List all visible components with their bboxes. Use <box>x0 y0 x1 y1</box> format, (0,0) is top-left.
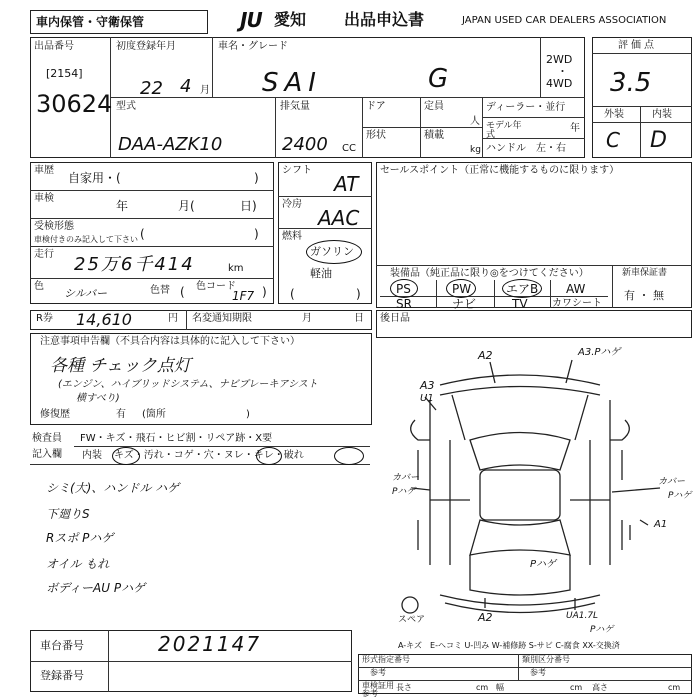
equip-pw: PW <box>452 282 472 296</box>
drive-2wd: 2WD <box>546 53 573 66</box>
model-year-unit: 年 <box>570 123 580 134</box>
inspector-row2: キズ・汚れ・コゲ・穴・ヌレ・キレ・破れ <box>114 450 304 461</box>
acceptance-close: ) <box>254 227 259 241</box>
name-change-day: 日 <box>354 313 364 324</box>
equip-tv: TV <box>512 297 528 311</box>
fuel-gasoline: ガソリン <box>310 245 354 258</box>
load-label: 積載 <box>424 130 444 141</box>
color-value: シルバー <box>64 287 107 300</box>
registration-month: 4 <box>180 76 192 97</box>
equipment-label: 装備品（純正品に限り◎をつけてください） <box>390 268 589 279</box>
diag-peel-left: Pハゲ <box>392 487 416 497</box>
exterior-grade: C <box>606 128 620 152</box>
equip-navi: ナビ <box>452 297 477 311</box>
warranty-label: 新車保証書 <box>622 268 668 278</box>
car-name-label: 車名・グレード <box>218 41 288 52</box>
diag-cover-right: カバー <box>658 477 686 487</box>
shift-label: シフト <box>282 165 312 176</box>
height-label: 高さ <box>592 683 608 692</box>
length-label: 長さ <box>396 683 412 692</box>
ac-label: 冷房 <box>282 199 302 210</box>
displacement-label: 排気量 <box>280 101 310 112</box>
shaken-year: 年 <box>116 199 129 213</box>
lot-label: 出品番号 <box>34 41 74 52</box>
equip-airbag: エアB <box>506 282 539 296</box>
diag-peel-right: Pハゲ <box>668 491 692 501</box>
shift-value: AT <box>334 172 359 196</box>
name-change-label: 名変通知期限 <box>192 313 252 324</box>
displacement-value: 2400 <box>282 134 328 155</box>
color-code: 1F7 <box>232 289 255 303</box>
car-name: SAI <box>262 68 322 98</box>
notes-line3: 横すべり) <box>76 393 120 404</box>
handle-label: ハンドル 左・右 <box>486 143 566 154</box>
fuel-diesel: 軽油 <box>310 267 332 280</box>
remark-1: シミ(大)、ハンドル ハゲ <box>46 481 180 495</box>
mileage-unit: km <box>228 263 244 274</box>
dealer-label: ディーラー・並行 <box>486 102 566 113</box>
later-item-label: 後日品 <box>380 313 410 324</box>
drive-4wd: 4WD <box>546 77 573 90</box>
remark-3: Rスポ Pハゲ <box>46 531 114 545</box>
model-label: 型式 <box>116 101 136 112</box>
equip-leather: カワシート <box>552 298 602 309</box>
width-label: 幅 <box>496 683 504 692</box>
lot-small-number: [2154] <box>46 67 83 80</box>
diag-a3-left: A3 <box>420 379 435 392</box>
warranty-value: 有 ・ 無 <box>624 289 664 302</box>
load-unit: kg <box>470 145 481 155</box>
fuel-label: 燃料 <box>282 231 302 242</box>
model-year-label: モデル年式 <box>486 121 522 140</box>
cert-ref: 参考 <box>362 689 378 698</box>
shaken-day: 日) <box>240 199 257 213</box>
storage-label: 車内保管・守衛保管 <box>36 15 145 29</box>
rating-label: 評価点 <box>618 40 657 51</box>
color-close: ) <box>262 285 267 299</box>
region-label: 愛知 <box>274 10 307 29</box>
recycle-unit: 円 <box>168 313 178 324</box>
repair-label: 修復歴 <box>40 409 70 420</box>
registration-year: 22 <box>140 78 163 99</box>
diag-peel-trunk: Pハゲ <box>530 559 557 570</box>
fuel-paren-open: ( <box>290 287 295 301</box>
history-label: 車歴 <box>34 165 54 176</box>
inspector-row1: FW・キズ・飛石・ヒビ割・リペア跡・X要 <box>80 433 273 444</box>
equip-sr: SR <box>396 297 412 311</box>
remark-4: オイル もれ <box>46 557 110 571</box>
inspector-label: 検査員 <box>32 433 62 444</box>
notes-line1: 各種 チェック点灯 <box>50 356 191 376</box>
interior-label: 内装 <box>652 109 672 120</box>
width-unit: cm <box>570 683 583 692</box>
diag-a1-right: A1 <box>654 519 668 530</box>
diag-legend: A-キズ E-ヘコミ U-凹み W-補修跡 S-サビ C-腐食 XX-交換済 <box>398 641 620 650</box>
name-change-month: 月 <box>302 313 312 324</box>
association-name: JAPAN USED CAR DEALERS ASSOCIATION <box>462 15 667 26</box>
capacity-label: 定員 <box>424 101 444 112</box>
repair-paren: (箇所 <box>142 409 166 420</box>
color-code-label: 色コード <box>196 281 236 292</box>
acceptance-label: 受検形態 <box>34 221 74 232</box>
capacity-unit: 人 <box>470 116 480 127</box>
length-unit: cm <box>476 683 489 692</box>
car-grade: G <box>428 64 449 94</box>
registration-month-unit: 月 <box>200 85 210 96</box>
equip-aw: AW <box>566 282 586 296</box>
sales-point-label: セールスポイント（正常に機能するものに限ります） <box>380 165 620 176</box>
color-paren: ( <box>180 285 185 299</box>
shaken-label: 車検 <box>34 193 54 204</box>
repair-close: ) <box>246 409 250 420</box>
diag-cover-left: カバー <box>392 473 420 483</box>
acceptance-open: ( <box>140 227 145 241</box>
history-value: 自家用・( <box>68 171 121 185</box>
type-spec-ref: 参考 <box>370 668 386 677</box>
diag-peel-rear: Pハゲ <box>590 625 614 635</box>
registration-number-label: 登録番号 <box>40 669 84 682</box>
mileage-value: 25万6千414 <box>74 254 195 275</box>
model-code: DAA-AZK10 <box>118 134 223 155</box>
history-close: ) <box>254 171 259 185</box>
notes-label: 注意事項申告欄（不具合内容は具体的に記入して下さい） <box>40 336 300 347</box>
chassis-number: 2021147 <box>158 632 262 656</box>
fuel-paren-close: ) <box>356 287 361 301</box>
equip-ps: PS <box>396 282 411 296</box>
diag-ua1-rear: UA1.7L <box>566 611 599 621</box>
class-ref: 参考 <box>530 668 546 677</box>
interior-grade: D <box>650 128 667 153</box>
diag-spare: スペア <box>398 615 426 625</box>
ju-logo: JU <box>240 8 262 32</box>
displacement-unit: CC <box>342 143 356 154</box>
shape-label: 形状 <box>366 130 386 141</box>
drive-separator: ・ <box>557 65 568 78</box>
diag-a3-front: A3.Pハゲ <box>578 347 621 358</box>
type-spec-label: 形式指定番号 <box>362 655 410 664</box>
height-unit: cm <box>668 683 681 692</box>
entry-label: 記入欄 <box>32 449 62 460</box>
class-label: 類別区分番号 <box>522 655 570 664</box>
diag-a2-front: A2 <box>478 349 493 362</box>
color-label: 色 <box>34 281 44 292</box>
recycle-label: R券 <box>36 313 53 324</box>
chassis-label: 車台番号 <box>40 639 84 652</box>
diag-u1-left: U1 <box>420 393 434 404</box>
recycle-value: 14,610 <box>76 310 132 329</box>
acceptance-note: 車検付きのみ記入して下さい <box>34 235 138 244</box>
interior-row-label: 内装 <box>82 450 102 461</box>
remark-5: ボディーAU Pハゲ <box>46 581 146 595</box>
shaken-month: 月( <box>178 199 195 213</box>
ac-value: AAC <box>318 206 360 230</box>
door-label: ドア <box>366 101 386 112</box>
notes-line2: (エンジン、ハイブリッドシステム、ナビブレーキアシスト <box>58 379 318 390</box>
first-registration-label: 初度登録年月 <box>116 41 176 52</box>
mileage-label: 走行 <box>34 249 54 260</box>
exterior-label: 外装 <box>604 109 624 120</box>
form-title: 出品申込書 <box>344 10 425 29</box>
rating-score: 3.5 <box>610 68 652 98</box>
diag-a2-rear: A2 <box>478 611 493 624</box>
remark-2: 下廻りS <box>46 507 90 521</box>
color-change-label: 色替 <box>150 285 170 296</box>
repair-value: 有 <box>116 409 126 420</box>
lot-number: 30624 <box>36 90 113 118</box>
cert-label: 車検証用 <box>362 681 394 690</box>
